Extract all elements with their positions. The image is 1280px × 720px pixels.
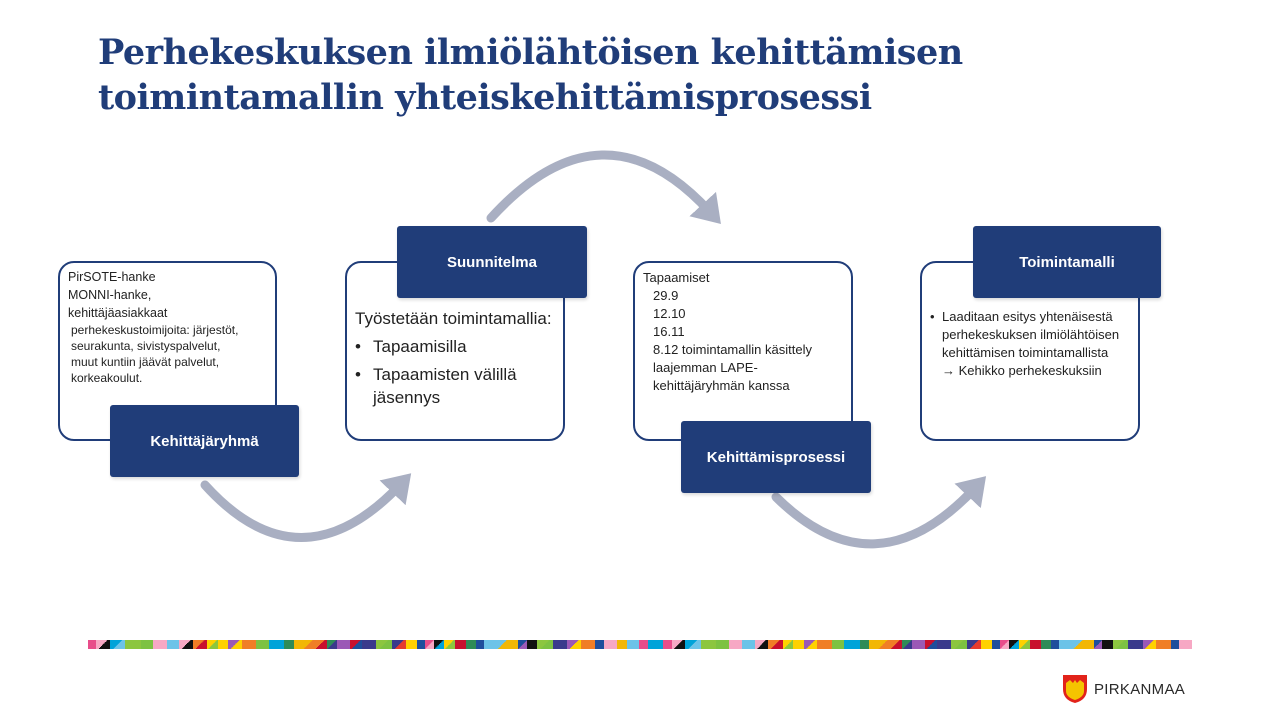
stripe-segment	[218, 640, 228, 649]
stripe-segment	[992, 640, 1000, 649]
stripe-segment	[1019, 640, 1029, 649]
stripe-segment	[783, 640, 793, 649]
stripe-segment	[793, 640, 803, 649]
stripe-segment	[1156, 640, 1170, 649]
stripe-segment	[701, 640, 716, 649]
stripe-segment	[1051, 640, 1059, 649]
stripe-segment	[434, 640, 444, 649]
label-kehittamisprosessi: Kehittämisprosessi	[681, 421, 871, 493]
stripe-segment	[685, 640, 700, 649]
stripe-segment	[537, 640, 552, 649]
stripe-segment	[313, 640, 327, 649]
stripe-segment	[303, 640, 312, 649]
participant-line: PirSOTE-hanke	[68, 270, 156, 284]
participant-line: perhekeskustoimijoita: järjestöt,	[71, 323, 239, 337]
stripe-segment	[141, 640, 153, 649]
stripe-segment	[804, 640, 817, 649]
stripe-segment	[284, 640, 293, 649]
stripe-segment	[742, 640, 754, 649]
model-bullet-list	[930, 308, 1135, 362]
stripe-segment	[327, 640, 336, 649]
stripe-segment	[869, 640, 878, 649]
stripe-segment	[242, 640, 256, 649]
model-text	[930, 308, 1135, 380]
model-bullet	[930, 308, 1135, 362]
stripe-segment	[902, 640, 911, 649]
stripe-segment	[581, 640, 595, 649]
stripe-segment	[1009, 640, 1019, 649]
title-line-2: toimintamallin yhteiskehittämisprosessi	[98, 77, 872, 118]
stripe-segment	[1000, 640, 1008, 649]
stripe-segment	[888, 640, 902, 649]
stripe-segment	[337, 640, 350, 649]
curved-arrow-1	[205, 485, 400, 538]
stripe-segment	[96, 640, 109, 649]
meeting-date: 16.11	[653, 324, 685, 339]
right-arrow-icon: →	[942, 363, 955, 378]
stripe-segment	[768, 640, 782, 649]
plan-intro: Työstetään toimintamallia:	[355, 309, 552, 328]
stripe-segment	[455, 640, 466, 649]
stripe-segment	[496, 640, 508, 649]
stripe-segment	[844, 640, 859, 649]
stripe-segment	[912, 640, 925, 649]
meeting-date: 12.10	[653, 306, 686, 321]
stripe-segment	[817, 640, 831, 649]
stripe-segment	[1072, 640, 1084, 649]
stripe-segment	[476, 640, 484, 649]
stripe-segment	[1030, 640, 1041, 649]
stripe-segment	[755, 640, 768, 649]
participant-line: seurakunta, sivistyspalvelut,	[71, 339, 221, 353]
stripe-segment	[110, 640, 125, 649]
stripe-segment	[981, 640, 991, 649]
stripe-segment	[716, 640, 728, 649]
logo-text: PIRKANMAA	[1094, 680, 1186, 698]
stripe-segment	[406, 640, 416, 649]
stripe-segment	[484, 640, 496, 649]
model-arrow-line	[930, 362, 1135, 380]
stripe-segment	[1041, 640, 1050, 649]
stripe-segment	[925, 640, 936, 649]
stripe-segment	[878, 640, 887, 649]
label-kehittajaryhma: Kehittäjäryhmä	[110, 405, 299, 477]
stripe-segment	[672, 640, 685, 649]
participant-line: muut kuntiin jäävät palvelut,	[71, 355, 220, 369]
participant-line: MONNI-hanke,	[68, 288, 152, 302]
stripe-segment	[88, 640, 96, 649]
stripe-segment	[444, 640, 454, 649]
stripe-segment	[179, 640, 192, 649]
stripe-segment	[617, 640, 626, 649]
model-arrow-text: Kehikko perhekeskuksiin	[958, 363, 1102, 378]
stripe-segment	[567, 640, 580, 649]
stripe-segment	[663, 640, 671, 649]
plan-bullet-list	[355, 335, 555, 409]
stripe-segment	[595, 640, 603, 649]
pirkanmaa-logo	[1062, 674, 1185, 704]
stripe-segment	[1113, 640, 1128, 649]
stripe-segment	[1128, 640, 1142, 649]
decorative-color-stripe	[88, 640, 1192, 649]
meetings-heading: Tapaamiset	[643, 270, 710, 285]
stripe-segment	[362, 640, 376, 649]
meeting-final: 8.12 toimintamallin käsittely laajemman LAPE-kehittäjäryhmän kanssa	[653, 342, 812, 393]
stripe-segment	[417, 640, 425, 649]
title-line-1: Perhekeskuksen ilmiölähtöisen kehittämisen	[98, 32, 963, 73]
meeting-date: 29.9	[653, 288, 679, 303]
participant-line: kehittäjäasiakkaat	[68, 306, 168, 320]
stripe-segment	[1059, 640, 1071, 649]
stripe-segment	[125, 640, 140, 649]
stripe-segment	[1171, 640, 1179, 649]
stripe-segment	[466, 640, 475, 649]
curved-arrow-2	[491, 155, 710, 218]
stripe-segment	[392, 640, 406, 649]
stripe-segment	[1179, 640, 1192, 649]
stripe-segment	[729, 640, 742, 649]
stripe-segment	[167, 640, 179, 649]
model-bullet-text: Laaditaan esitys yhtenäisestä perhekeskuksen ilmiölähtöisen kehittämisen toimintamallista	[942, 309, 1120, 360]
stripe-segment	[376, 640, 391, 649]
curved-arrow-3	[776, 488, 975, 544]
label-suunnitelma: Suunnitelma	[397, 226, 587, 298]
stripe-segment	[527, 640, 537, 649]
stripe-segment	[1102, 640, 1112, 649]
stripe-segment	[269, 640, 284, 649]
plan-bullet: • Tapaamisilla	[355, 335, 555, 358]
plan-bullet: • Tapaamisten välillä jäsennys	[355, 363, 555, 409]
stripe-segment	[207, 640, 217, 649]
stripe-segment	[294, 640, 303, 649]
stripe-segment	[1143, 640, 1156, 649]
coat-of-arms-icon	[1062, 674, 1088, 704]
stripe-segment	[509, 640, 518, 649]
stripe-segment	[256, 640, 268, 649]
stripe-segment	[553, 640, 567, 649]
stripe-segment	[860, 640, 869, 649]
stripe-segment	[937, 640, 951, 649]
stripe-segment	[1084, 640, 1093, 649]
stripe-segment	[604, 640, 617, 649]
meetings-text	[643, 269, 849, 395]
step-kehittamisprosessi-box	[633, 261, 853, 441]
participant-line: korkeakoulut.	[71, 371, 143, 385]
stripe-segment	[1094, 640, 1102, 649]
stripe-segment	[350, 640, 361, 649]
label-toimintamalli: Toimintamalli	[973, 226, 1161, 298]
stripe-segment	[153, 640, 166, 649]
participants-text	[68, 268, 273, 386]
stripe-segment	[193, 640, 207, 649]
stripe-segment	[228, 640, 241, 649]
stripe-segment	[425, 640, 433, 649]
plan-text	[355, 307, 555, 409]
stripe-segment	[627, 640, 639, 649]
stripe-segment	[967, 640, 981, 649]
stripe-segment	[648, 640, 663, 649]
stripe-segment	[639, 640, 647, 649]
stripe-segment	[518, 640, 526, 649]
stripe-segment	[832, 640, 844, 649]
stripe-segment	[951, 640, 966, 649]
